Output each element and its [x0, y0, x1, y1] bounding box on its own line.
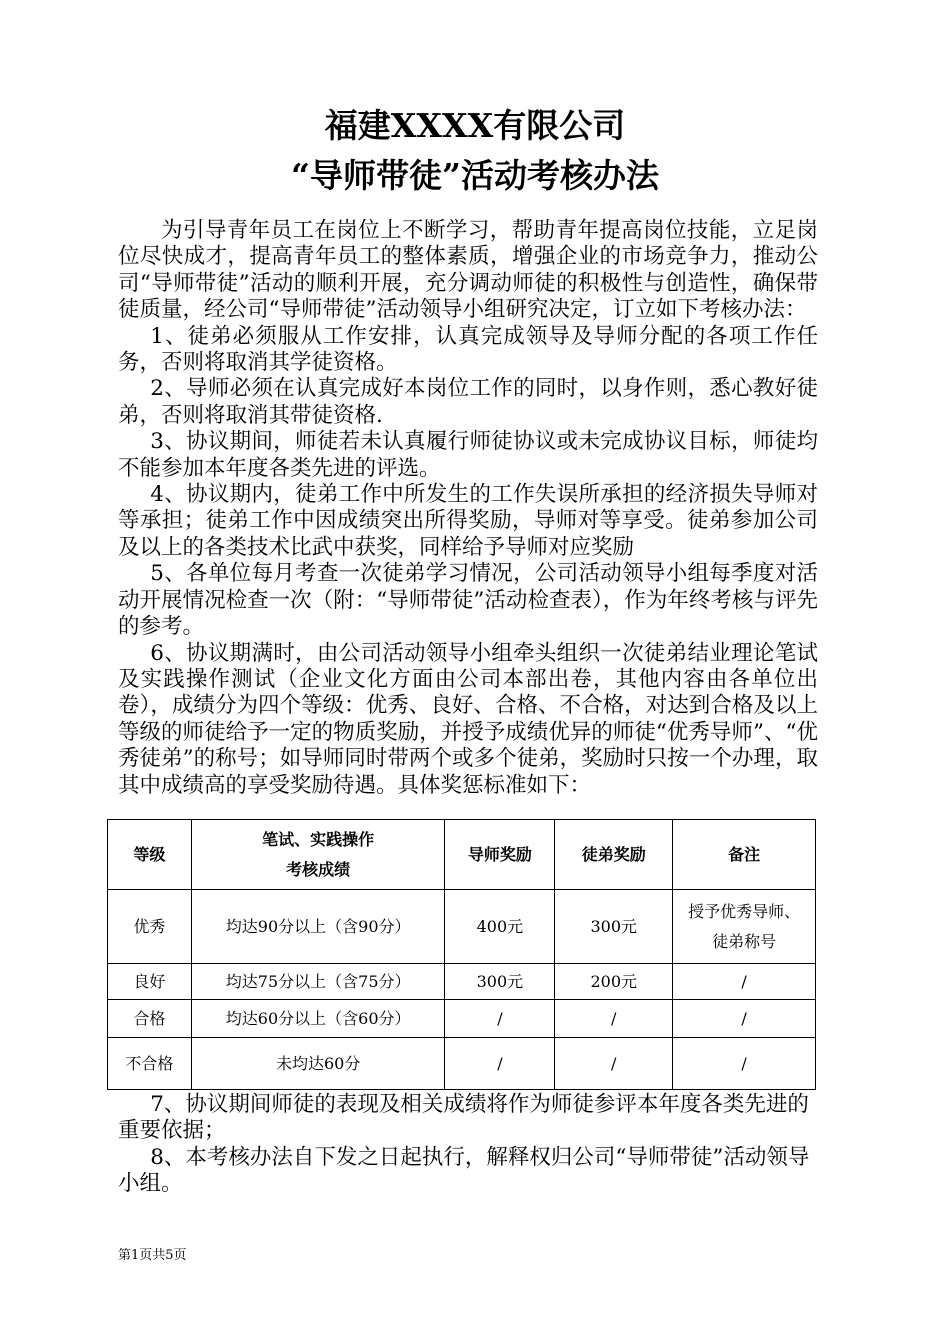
- cell-apprentice-reward: /: [555, 1038, 673, 1090]
- clause-3: 3、协议期间，师徒若未认真履行师徒协议或未完成协议目标，师徒均不能参加本年度各类先进的评选。: [118, 429, 818, 481]
- cell-grade: 合格: [108, 1000, 192, 1038]
- clause-5: 5、各单位每月考查一次徒弟学习情况，公司活动领导小组每季度对活动开展情况检查一次（附：“导师带徒”活动检查表），作为年终考核与评先的参考。: [118, 561, 818, 640]
- clause-8: 8、本考核办法自下发之日起执行，解释权归公司“导师带徒”活动领导小组。: [118, 1144, 810, 1197]
- body-text: [118, 218, 818, 799]
- cell-mentor-reward: /: [445, 1038, 555, 1090]
- document-title: “导师带徒”活动考核办法: [291, 156, 659, 195]
- cell-note: /: [673, 964, 816, 1000]
- cell-score: 均达90分以上（含90分）: [191, 890, 445, 964]
- cell-mentor-reward: 400元: [445, 890, 555, 964]
- cell-grade: 优秀: [108, 890, 192, 964]
- cell-note-line1: 授予优秀导师、: [688, 901, 801, 921]
- clause-2: 2、导师必须在认真完成好本岗位工作的同时，以身作则，悉心教好徒弟，否则将取消其带徒资格.: [118, 376, 818, 428]
- header-score: [191, 820, 445, 890]
- header-score-line2: 考核成绩: [286, 859, 351, 879]
- header-grade: 等级: [108, 820, 192, 890]
- table-row: [108, 1000, 816, 1038]
- intro-paragraph: 为引导青年员工在岗位上不断学习，帮助青年提高岗位技能，立足岗位尽快成才，提高青年员工的整体素质，增强企业的市场竞争力，推动公司“导师带徒”活动的顺利开展，充分调动师徒的积极性与创造性，确保带徒质量，经公司“导师带徒”活动领导小组研究决定，订立如下考核办法：: [118, 218, 818, 323]
- header-note: 备注: [673, 820, 816, 890]
- clause-1: 1、徒弟必须服从工作安排，认真完成领导及导师分配的各项工作任务，否则将取消其学徒资格。: [118, 323, 818, 376]
- cell-note: [673, 890, 816, 964]
- closing-clauses: [118, 1092, 818, 1198]
- cell-note: /: [673, 1038, 816, 1090]
- cell-mentor-reward: 300元: [445, 964, 555, 1000]
- cell-note-line2: 徒弟称号: [712, 931, 777, 951]
- cell-grade: 良好: [108, 964, 192, 1000]
- table-row: [108, 890, 816, 964]
- company-title: 福建XXXX有限公司: [324, 106, 626, 145]
- cell-apprentice-reward: /: [555, 1000, 673, 1038]
- cell-score: 均达60分以上（含60分）: [191, 1000, 445, 1038]
- cell-apprentice-reward: 200元: [555, 964, 673, 1000]
- reward-table: [107, 819, 816, 1090]
- table-row: [108, 964, 816, 1000]
- table-row: [108, 1038, 816, 1090]
- cell-score: 均达75分以上（含75分）: [191, 964, 445, 1000]
- page-footer: 第1页共5页: [118, 1248, 187, 1263]
- clause-4: 4、协议期内，徒弟工作中所发生的工作失误所承担的经济损失导师对等承担；徒弟工作中因成绩突出所得奖励，导师对等享受。徒弟参加公司及以上的各类技术比武中获奖，同样给予导师对应奖励: [118, 482, 818, 560]
- cell-mentor-reward: /: [445, 1000, 555, 1038]
- header-score-line1: 笔试、实践操作: [262, 829, 375, 849]
- cell-apprentice-reward: 300元: [555, 890, 673, 964]
- cell-note: /: [673, 1000, 816, 1038]
- header-apprentice-reward: 徒弟奖励: [555, 820, 673, 890]
- header-mentor-reward: 导师奖励: [445, 820, 555, 890]
- table-header-row: [108, 820, 816, 890]
- clause-6: 6、协议期满时，由公司活动领导小组牵头组织一次徒弟结业理论笔试及实践操作测试（企业文化方面由公司本部出卷，其他内容由各单位出卷），成绩分为四个等级：优秀、良好、合格、不合格，对达到合格及以上等级的师徒给予一定的物质奖励，并授予成绩优异的师徒“优秀导师”、“优秀徒弟”的称号；如导师同时带两个或多个徒弟，奖励时只按一个办理，取其中成绩高的享受奖励待遇。具体奖惩标准如下：: [118, 640, 818, 798]
- cell-grade: 不合格: [108, 1038, 192, 1090]
- clause-7: 7、协议期间师徒的表现及相关成绩将作为师徒参评本年度各类先进的重要依据；: [118, 1092, 809, 1144]
- cell-score: 未均达60分: [191, 1038, 445, 1090]
